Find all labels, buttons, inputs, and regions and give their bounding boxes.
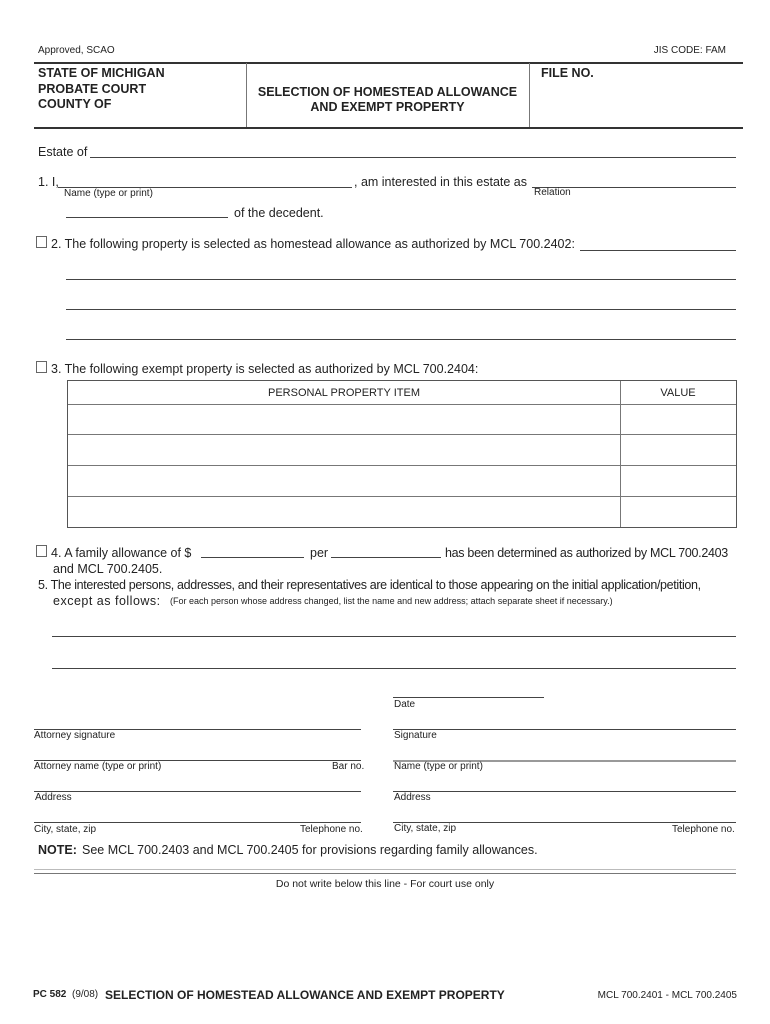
table-row-item[interactable] xyxy=(68,497,620,527)
item4-checkbox[interactable] xyxy=(36,545,47,557)
item1-prefix: 1. I, xyxy=(38,175,59,189)
header-bottom-rule xyxy=(34,127,743,129)
approved-label: Approved, SCAO xyxy=(38,45,115,56)
col-header-item: PERSONAL PROPERTY ITEM xyxy=(267,387,420,399)
table-row-item[interactable] xyxy=(68,466,620,496)
jis-code: JIS CODE: FAM xyxy=(653,45,726,56)
allowance-amount-field[interactable] xyxy=(201,557,304,558)
court-state: STATE OF MICHIGAN xyxy=(38,66,165,80)
allowance-period-field[interactable] xyxy=(331,557,441,558)
item2-text: 2. The following property is selected as homestead allowance as authorized by MCL 700.2402: xyxy=(51,237,575,251)
footer-form-number: PC 582 xyxy=(33,989,67,1000)
telephone-label: Telephone no. xyxy=(672,824,735,835)
bar-no-label: Bar no. xyxy=(332,761,365,772)
address-label: Address xyxy=(394,792,431,803)
relation-continued-field[interactable] xyxy=(66,217,228,218)
header-top-rule xyxy=(34,62,743,64)
item5-line2: except as follows: xyxy=(53,594,161,608)
attorney-telephone-label: Telephone no. xyxy=(300,824,363,835)
homestead-line[interactable] xyxy=(66,339,736,340)
item4-line2: and MCL 700.2405. xyxy=(53,562,163,576)
column-divider xyxy=(620,381,621,527)
note-text: See MCL 700.2403 and MCL 700.2405 for provisions regarding family allowances. xyxy=(82,843,538,857)
date-field[interactable] xyxy=(393,697,544,698)
attorney-name-label: Attorney name (type or print) xyxy=(34,761,162,772)
header-divider xyxy=(529,63,530,127)
date-label: Date xyxy=(394,699,416,710)
changes-line[interactable] xyxy=(52,636,736,637)
city-label: City, state, zip xyxy=(394,823,457,834)
signature-label: Signature xyxy=(394,730,437,741)
court-use-rule xyxy=(34,873,736,874)
file-no-label: FILE NO. xyxy=(541,66,594,80)
footer-title: SELECTION OF HOMESTEAD ALLOWANCE AND EXEMPT PROPERTY xyxy=(105,988,505,1002)
homestead-line[interactable] xyxy=(66,309,736,310)
item1-suffix: of the decedent. xyxy=(234,206,324,220)
item4-per: per xyxy=(310,546,329,560)
item4-suffix: has been determined as authorized by MCL 700.2403 xyxy=(445,546,728,560)
homestead-field[interactable] xyxy=(580,250,736,251)
estate-label: Estate of xyxy=(38,145,88,159)
attorney-city-label: City, state, zip xyxy=(34,824,97,835)
estate-field[interactable] xyxy=(90,157,736,158)
changes-line[interactable] xyxy=(52,668,736,669)
table-row-item[interactable] xyxy=(68,405,620,434)
item3-checkbox[interactable] xyxy=(36,361,47,373)
relation-hint: Relation xyxy=(534,187,571,198)
item4-prefix: 4. A family allowance of $ xyxy=(51,546,192,560)
court-use-label: Do not write below this line - For court use only xyxy=(275,878,495,890)
homestead-line[interactable] xyxy=(66,279,736,280)
court-name: PROBATE COURT xyxy=(38,82,147,96)
note-label: NOTE: xyxy=(38,843,77,857)
footer-form-date: (9/08) xyxy=(72,989,99,1000)
address-field[interactable] xyxy=(393,791,736,792)
item3-text: 3. The following exempt property is selected as authorized by MCL 700.2404: xyxy=(51,362,479,376)
attorney-city-field[interactable] xyxy=(34,822,361,823)
form-title-line2: AND EXEMPT PROPERTY xyxy=(310,100,465,114)
name-label: Name (type or print) xyxy=(394,761,483,772)
table-row-item[interactable] xyxy=(68,435,620,465)
attorney-address-label: Address xyxy=(35,792,72,803)
col-header-value: VALUE xyxy=(660,387,696,399)
item1-middle: , am interested in this estate as xyxy=(354,175,528,189)
court-use-rule xyxy=(34,869,736,870)
attorney-address-field[interactable] xyxy=(34,791,361,792)
exempt-property-table xyxy=(67,380,737,528)
form-title-line1: SELECTION OF HOMESTEAD ALLOWANCE xyxy=(257,85,518,99)
footer-statutes: MCL 700.2401 - MCL 700.2405 xyxy=(597,990,737,1001)
court-county: COUNTY OF xyxy=(38,97,112,111)
item5-text: 5. The interested persons, addresses, and their representatives are identical to those appearing on the initial application/petition, xyxy=(38,578,701,592)
item5-note: (For each person whose address changed, list the name and new address; attach separate sheet if necessary.) xyxy=(170,596,613,606)
name-hint: Name (type or print) xyxy=(64,188,153,199)
attorney-signature-label: Attorney signature xyxy=(34,730,116,741)
item2-checkbox[interactable] xyxy=(36,236,47,248)
signature-field[interactable] xyxy=(393,729,736,730)
